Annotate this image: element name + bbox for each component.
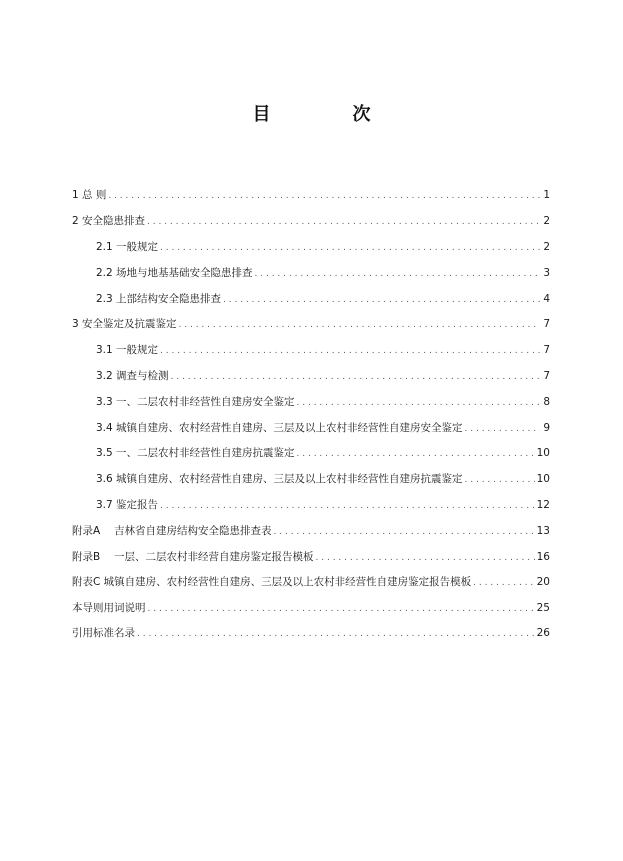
- toc-entry-label: 2.3 上部结构安全隐患排查: [96, 293, 222, 305]
- toc-entry-page: 3: [543, 267, 550, 279]
- toc-entry[interactable]: [96, 394, 550, 410]
- toc-entry-page: 8: [543, 396, 550, 408]
- toc-entry-label: 2.1 一般规定: [96, 241, 159, 253]
- toc-entry-label: 3.3 一、二层农村非经营性自建房安全鉴定: [96, 396, 295, 408]
- dot-leader: [297, 446, 535, 462]
- toc-entry-label: 3.1 一般规定: [96, 344, 159, 356]
- toc-entry[interactable]: [72, 213, 550, 229]
- dot-leader: [137, 626, 535, 642]
- dot-leader: [108, 188, 540, 204]
- toc-entry[interactable]: [72, 549, 550, 565]
- toc-entry[interactable]: [96, 420, 550, 436]
- toc-entry-label: 本导则用词说明: [72, 602, 146, 614]
- toc-entry-page: 7: [543, 344, 550, 356]
- dot-leader: [223, 292, 540, 308]
- toc-entry-label: 附表C 城镇自建房、农村经营性自建房、三层及以上农村非经营性自建房鉴定报告模板: [72, 576, 472, 588]
- toc-entry[interactable]: [96, 497, 550, 513]
- toc-entry-page: 10: [536, 447, 550, 459]
- dot-leader: [171, 369, 540, 385]
- dot-leader: [148, 601, 535, 617]
- dot-leader: [179, 317, 540, 333]
- toc-entry-label: 3 安全鉴定及抗震鉴定: [72, 318, 177, 330]
- dot-leader: [473, 575, 534, 591]
- toc-entry-page: 4: [543, 293, 550, 305]
- toc-entry-label: 附录B 一层、二层农村非经营自建房鉴定报告模板: [72, 551, 314, 563]
- dot-leader: [160, 498, 535, 514]
- toc-entry-label: 引用标准名录: [72, 627, 135, 639]
- toc-entry-page: 12: [536, 499, 550, 511]
- dot-leader: [316, 550, 535, 566]
- toc-entry-label: 3.5 一、二层农村非经营性自建房抗震鉴定: [96, 447, 295, 459]
- toc-entry-label: 3.2 调查与检测: [96, 370, 169, 382]
- dot-leader: [297, 395, 540, 411]
- toc-entry-label: 2 安全隐患排查: [72, 215, 146, 227]
- toc-entry-page: 2: [543, 215, 550, 227]
- toc-entry[interactable]: [72, 625, 550, 641]
- toc-entry-page: 20: [536, 576, 550, 588]
- toc-entry-label: 1 总 则: [72, 189, 107, 201]
- dot-leader: [274, 524, 535, 540]
- toc-entry[interactable]: [96, 368, 550, 384]
- dot-leader: [147, 214, 540, 230]
- toc-entry[interactable]: [96, 471, 550, 487]
- toc-entry[interactable]: [96, 291, 550, 307]
- toc-entry-page: 9: [543, 422, 550, 434]
- toc-entry-page: 26: [536, 627, 550, 639]
- dot-leader: [160, 240, 540, 256]
- toc-entry[interactable]: [96, 239, 550, 255]
- dot-leader: [465, 421, 540, 437]
- toc-entry-page: 25: [536, 602, 550, 614]
- toc-entry-page: 7: [543, 370, 550, 382]
- toc-entry-page: 2: [543, 241, 550, 253]
- toc-entry[interactable]: [72, 316, 550, 332]
- dot-leader: [465, 472, 535, 488]
- toc-entry-page: 10: [536, 473, 550, 485]
- toc-entry[interactable]: [96, 445, 550, 461]
- toc-entry-label: 2.2 场地与地基基础安全隐患排查: [96, 267, 253, 279]
- toc-entry-page: 7: [543, 318, 550, 330]
- toc-entry[interactable]: [96, 342, 550, 358]
- toc-entry-page: 1: [543, 189, 550, 201]
- toc-entry[interactable]: [72, 523, 550, 539]
- dot-leader: [255, 266, 540, 282]
- page-title: 目 次: [252, 104, 403, 125]
- toc-entry-label: 附录A 吉林省自建房结构安全隐患排查表: [72, 525, 272, 537]
- toc-entry[interactable]: [72, 600, 550, 616]
- toc-entry-page: 16: [536, 551, 550, 563]
- toc-entry[interactable]: [72, 187, 550, 203]
- toc-entry-page: 13: [536, 525, 550, 537]
- toc-entry[interactable]: [96, 265, 550, 281]
- toc-entry-label: 3.4 城镇自建房、农村经营性自建房、三层及以上农村非经营性自建房安全鉴定: [96, 422, 463, 434]
- toc-entry-label: 3.6 城镇自建房、农村经营性自建房、三层及以上农村非经营性自建房抗震鉴定: [96, 473, 463, 485]
- toc-entry-label: 3.7 鉴定报告: [96, 499, 159, 511]
- dot-leader: [160, 343, 540, 359]
- toc-entry[interactable]: [72, 574, 550, 590]
